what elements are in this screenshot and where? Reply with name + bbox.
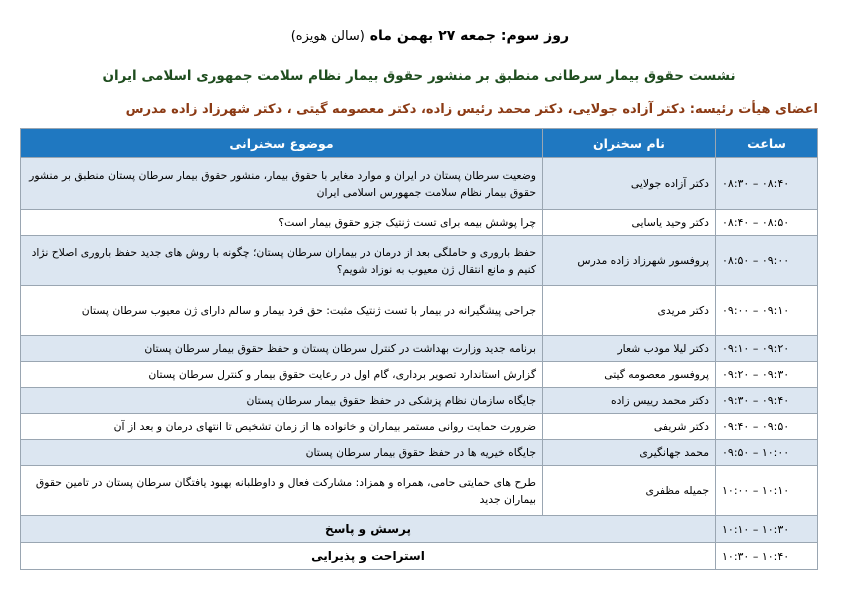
topic-cell: برنامه جدید وزارت بهداشت در کنترل سرطان پستان و حفظ حقوق بیمار سرطان پستان — [21, 336, 543, 362]
speaker-cell: دکتر شریفی — [543, 414, 716, 440]
speaker-cell: محمد جهانگیری — [543, 440, 716, 466]
session-title: نشست حقوق بیمار سرطانی منطبق بر منشور حقوق بیمار نظام سلامت جمهوری اسلامی ایران — [102, 68, 736, 84]
table-row — [21, 210, 818, 236]
table-row — [21, 414, 818, 440]
topic-cell: ضرورت حمایت روانی مستمر بیماران و خانواده ها از زمان تشخیص تا انتهای درمان و بعد از آن — [21, 414, 543, 440]
table-row — [21, 388, 818, 414]
table-header-row — [21, 129, 818, 158]
topic-cell: جراحی پیشگیرانه در بیمار با تست ژنتیک مثبت: حق فرد بیمار و سالم دارای ژن معیوب سرطان پستان — [21, 286, 543, 336]
schedule-table — [20, 128, 818, 570]
topic-cell: چرا پوشش بیمه برای تست ژنتیک جزو حقوق بیمار است؟ — [21, 210, 543, 236]
topic-cell: حفظ باروری و حاملگی بعد از درمان در بیماران سرطان پستان؛ چگونه با روش های جدید حفظ باروری اصلاح نژاد کنیم و مانع انتقال ژن معیوب به نوزاد شویم؟ — [21, 236, 543, 286]
topic-header: موضوع سخنرانی — [21, 129, 543, 158]
time-cell: ۱۰:۱۰ – ۱۰:۳۰ — [716, 516, 818, 543]
time-cell: ۰۹:۲۰ – ۰۹:۳۰ — [716, 362, 818, 388]
table-row — [21, 236, 818, 286]
topic-cell: جایگاه سازمان نظام پزشکی در حفظ حقوق بیمار سرطان پستان — [21, 388, 543, 414]
time-cell: ۰۸:۵۰ – ۰۹:۰۰ — [716, 236, 818, 286]
qa-label: پرسش و پاسخ — [21, 516, 716, 543]
table-row — [21, 362, 818, 388]
topic-cell: جایگاه خیریه ها در حفظ حقوق بیمار سرطان پستان — [21, 440, 543, 466]
table-row — [21, 336, 818, 362]
speaker-cell: دکتر آزاده جولایی — [543, 158, 716, 210]
time-cell: ۱۰:۰۰ – ۱۰:۱۰ — [716, 466, 818, 516]
time-cell: ۰۸:۳۰ – ۰۸:۴۰ — [716, 158, 818, 210]
time-header: ساعت — [716, 129, 818, 158]
time-cell: ۰۹:۴۰ – ۰۹:۵۰ — [716, 414, 818, 440]
qa-row — [21, 516, 818, 543]
speaker-cell: دکتر مریدی — [543, 286, 716, 336]
topic-cell: وضعیت سرطان پستان در ایران و موارد مغایر با حقوق بیمار، منشور حقوق بیمار سرطان پستان منطبق بر منشور حقوق بیمار نظام سلامت جمهورس اسلامی ایران — [21, 158, 543, 210]
time-cell: ۰۸:۴۰ – ۰۸:۵۰ — [716, 210, 818, 236]
speaker-cell: پروفسور شهرزاد زاده مدرس — [543, 236, 716, 286]
speaker-cell: جمیله مظفری — [543, 466, 716, 516]
speaker-cell: دکتر محمد رییس زاده — [543, 388, 716, 414]
time-cell: ۰۹:۵۰ – ۱۰:۰۰ — [716, 440, 818, 466]
break-row — [21, 543, 818, 570]
table-row — [21, 286, 818, 336]
topic-cell: طرح های حمایتی حامی، همراه و همزاد: مشارکت فعال و داوطلبانه بهبود یافتگان سرطان پستان در تامین حقوق بیماران جدید — [21, 466, 543, 516]
hall-label: (سالن هویزه) — [290, 29, 365, 44]
table-row — [21, 440, 818, 466]
time-cell: ۰۹:۰۰ – ۰۹:۱۰ — [716, 286, 818, 336]
table-row — [21, 466, 818, 516]
speaker-cell: دکتر وحید یاسایی — [543, 210, 716, 236]
topic-cell: گزارش استاندارد تصویر برداری، گام اول در رعایت حقوق بیمار و کنترل سرطان پستان — [21, 362, 543, 388]
speaker-header: نام سخنران — [543, 129, 716, 158]
board-members: اعضای هیأت رئیسه: دکتر آزاده جولایی، دکتر محمد رئیس زاده، دکتر معصومه گیتی ، دکتر شهرزاد زاده مدرس — [125, 102, 818, 117]
speaker-cell: دکتر لیلا مودب شعار — [543, 336, 716, 362]
day-label: روز سوم: جمعه ۲۷ بهمن ماه — [369, 28, 569, 44]
day-title — [269, 28, 569, 44]
table-row — [21, 158, 818, 210]
time-cell: ۰۹:۱۰ – ۰۹:۲۰ — [716, 336, 818, 362]
time-cell: ۰۹:۳۰ – ۰۹:۴۰ — [716, 388, 818, 414]
speaker-cell: پروفسور معصومه گیتی — [543, 362, 716, 388]
time-cell: ۱۰:۳۰ – ۱۰:۴۰ — [716, 543, 818, 570]
break-label: استراحت و پذیرایی — [21, 543, 716, 570]
